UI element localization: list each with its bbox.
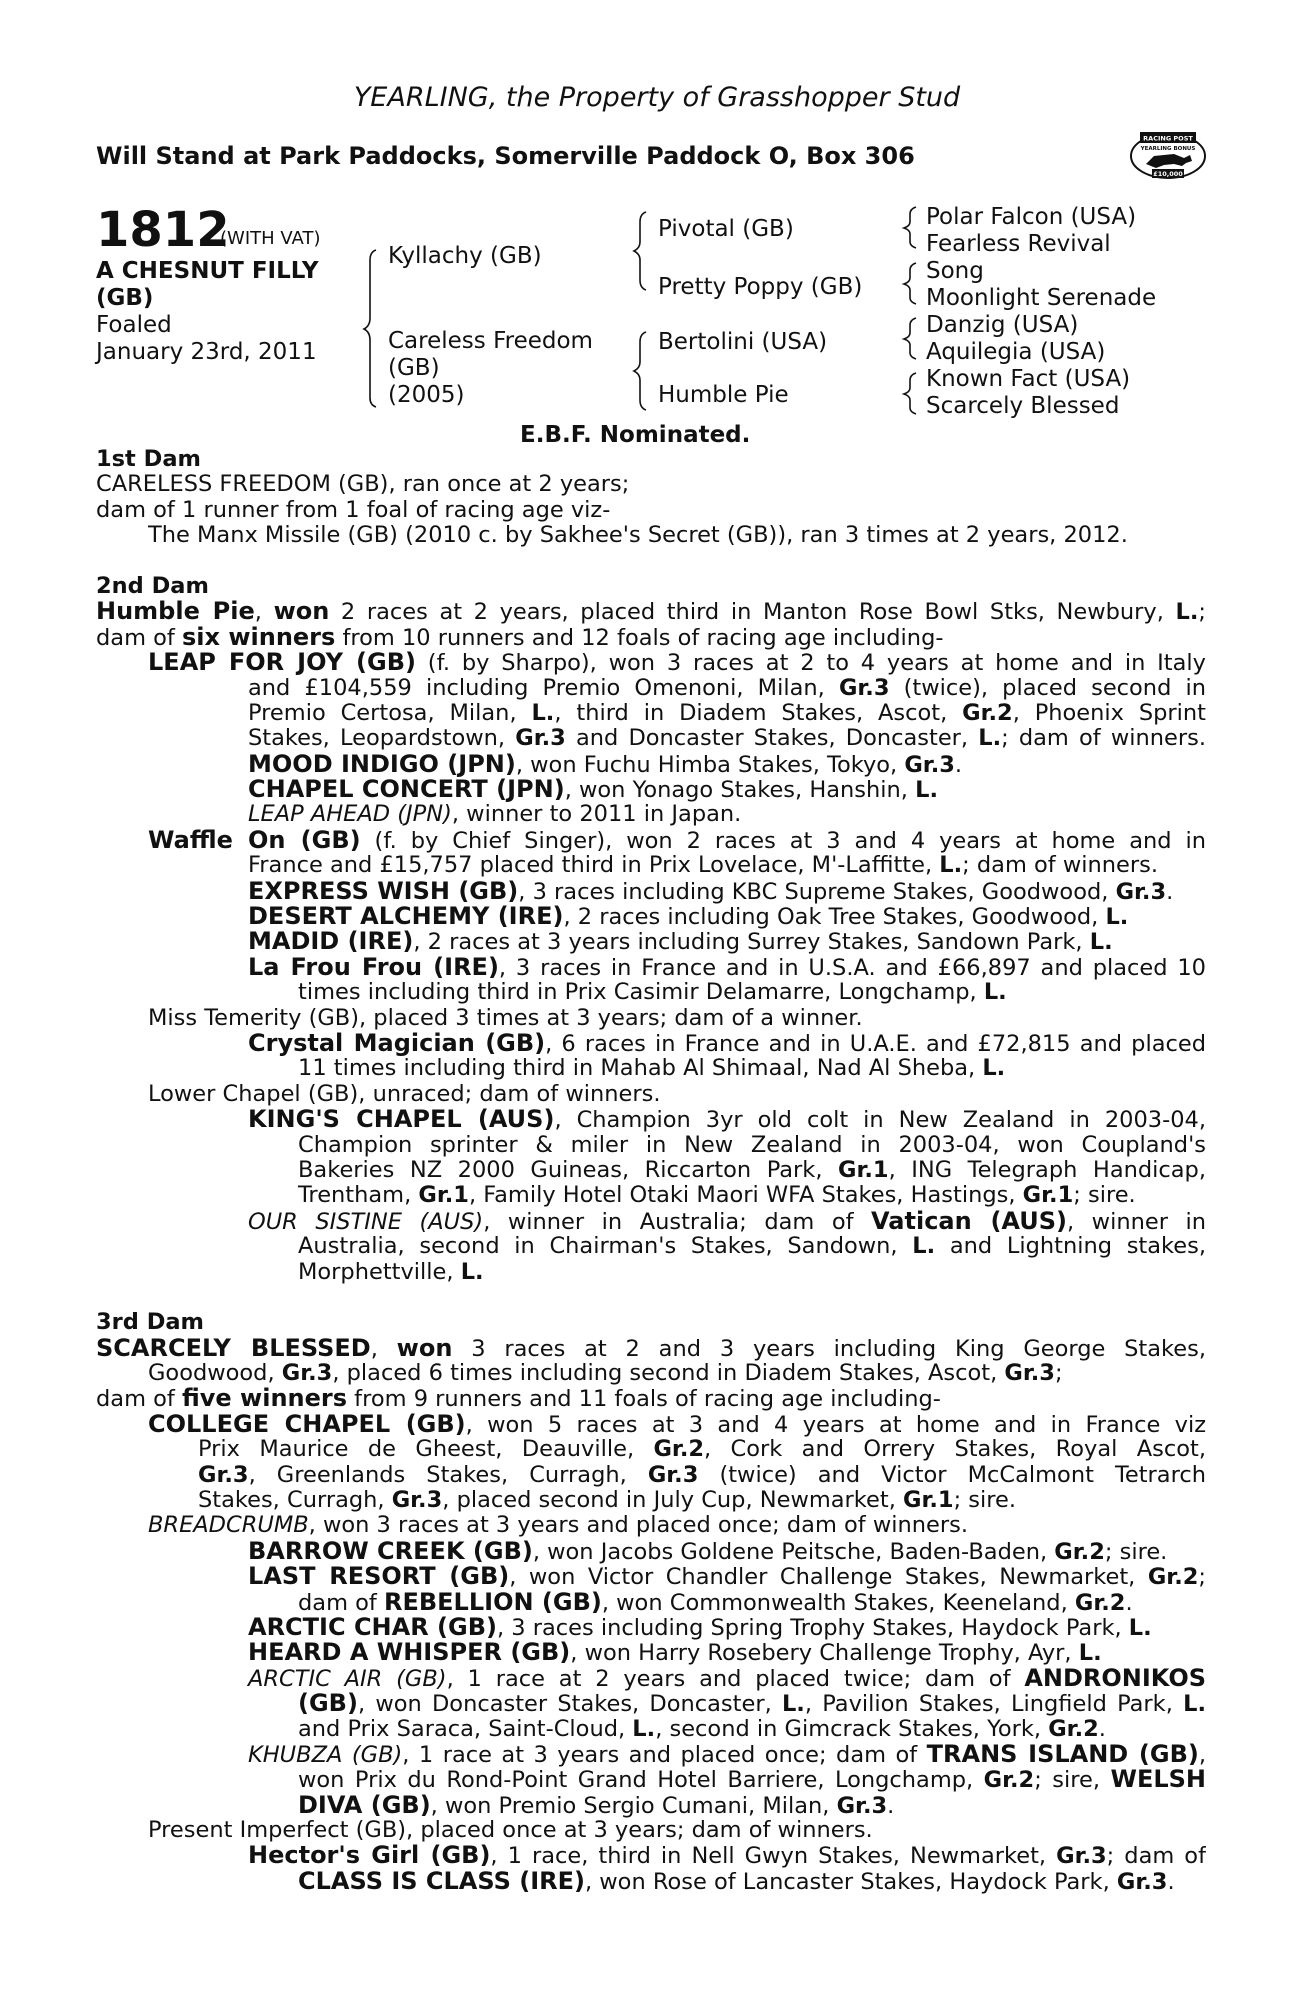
pedigree-line: Gr.3, Greenlands Stakes, Curragh, Gr.3 (twice) and Victor McCalmont Tetrarch: [198, 1462, 1206, 1488]
pedigree-line: times including third in Prix Casimir Delamarre, Longchamp, L.: [298, 979, 1007, 1006]
ebf-nominated: E.B.F. Nominated.: [520, 422, 751, 448]
first-dam-line: The Manx Missile (GB) (2010 c. by Sakhee's Secret (GB)), ran 3 times at 2 years, 2012.: [148, 522, 1128, 549]
pedigree-sire-sire: Pivotal (GB): [658, 216, 794, 242]
pedigree-line: Australia, second in Chairman's Stakes, Sandown, L. and Lightning stakes,: [298, 1234, 1206, 1260]
first-dam-line: dam of 1 runner from 1 foal of racing age viz-: [96, 496, 611, 523]
first-dam-heading: 1st Dam: [96, 446, 201, 472]
pedigree-line: Lower Chapel (GB), unraced; dam of winners.: [148, 1080, 661, 1107]
pedigree-line: Goodwood, Gr.3, placed 6 times including second in Diadem Stakes, Ascot, Gr.3;: [148, 1360, 1063, 1387]
pedigree-line: CLASS IS CLASS (IRE), won Rose of Lancaster Stakes, Haydock Park, Gr.3.: [298, 1866, 1175, 1895]
pedigree-line: dam of six winners from 10 runners and 12 foals of racing age including-: [96, 622, 944, 651]
pedigree-line: EXPRESS WISH (GB), 3 races including KBC Supreme Stakes, Goodwood, Gr.3.: [248, 876, 1174, 905]
pedigree-line: Bakeries NZ 2000 Guineas, Riccarton Park, Gr.1, ING Telegraph Handicap,: [298, 1157, 1206, 1183]
pedigree-line: ARCTIC AIR (GB), 1 race at 2 years and placed twice; dam of ANDRONIKOS: [248, 1665, 1206, 1692]
pedigree-line: BARROW CREEK (GB), won Jacobs Goldene Peitsche, Baden-Baden, Gr.2; sire.: [248, 1536, 1168, 1565]
pedigree-line: dam of REBELLION (GB), won Commonwealth Stakes, Keeneland, Gr.2.: [298, 1587, 1133, 1616]
pedigree-line: Prix Maurice de Gheest, Deauville, Gr.2, Cork and Orrery Stakes, Royal Ascot,: [198, 1437, 1206, 1463]
logo-text-top: RACING POST: [1143, 134, 1193, 143]
pedigree-dam: Careless Freedom (GB) (2005): [388, 328, 593, 408]
pedigree-line: Miss Temerity (GB), placed 3 times at 3 years; dam of a winner.: [148, 1004, 863, 1031]
pedigree-line: CHAPEL CONCERT (JPN), won Yonago Stakes, Hanshin, L.: [248, 775, 938, 804]
pedigree-line: La Frou Frou (IRE), 3 races in France and in U.S.A. and £66,897 and placed 10: [248, 954, 1206, 981]
logo-text-middle: YEARLING BONUS: [1140, 146, 1196, 152]
pedigree-line: Present Imperfect (GB), placed once at 3 years; dam of winners.: [148, 1817, 873, 1844]
third-dam-heading: 3rd Dam: [96, 1309, 204, 1336]
foaled-label: Foaled: [96, 312, 172, 338]
pedigree-sire: Kyllachy (GB): [388, 243, 542, 269]
pedigree-line: MADID (IRE), 2 races at 3 years including Surrey Stakes, Sandown Park, L.: [248, 927, 1113, 956]
pedigree-line: 11 times including third in Mahab Al Shimaal, Nad Al Sheba, L.: [298, 1055, 1006, 1082]
pedigree-line: Crystal Magician (GB), 6 races in France and in U.A.E. and £72,815 and placed: [248, 1030, 1206, 1057]
lot-sex-colour: A CHESNUT FILLY: [96, 258, 319, 284]
vat-note: (WITH VAT): [220, 228, 321, 249]
second-dam-heading: 2nd Dam: [96, 572, 209, 599]
pedigree-line: SCARCELY BLESSED, won 3 races at 2 and 3 years including King George Stakes,: [96, 1335, 1206, 1362]
pedigree-line: France and £15,757 placed third in Prix Lovelace, M'-Laffitte, L.; dam of winners.: [248, 852, 1158, 879]
pedigree-line: Hector's Girl (GB), 1 race, third in Nell Gwyn Stakes, Newmarket, Gr.3; dam of: [248, 1843, 1206, 1869]
logo-text-bottom: £10,000: [1153, 170, 1183, 178]
pedigree-line: KHUBZA (GB), 1 race at 3 years and placed once; dam of TRANS ISLAND (GB),: [248, 1741, 1206, 1768]
pedigree-line: dam of five winners from 9 runners and 11 foals of racing age including-: [96, 1384, 941, 1413]
catalogue-body: [96, 447, 1206, 1894]
pedigree-dam-dam: Humble Pie: [658, 382, 789, 408]
pedigree-line: BREADCRUMB, won 3 races at 3 years and placed once; dam of winners.: [148, 1512, 968, 1539]
pedigree-line: (GB), won Doncaster Stakes, Doncaster, L., Pavilion Stakes, Lingfield Park, L.: [298, 1691, 1206, 1717]
pedigree-line: Champion sprinter & miler in New Zealand in 2003-04, won Coupland's: [298, 1132, 1206, 1158]
pedigree-line: KING'S CHAPEL (AUS), Champion 3yr old colt in New Zealand in 2003-04,: [248, 1107, 1206, 1133]
pedigree-sire-dam: Pretty Poppy (GB): [658, 274, 863, 300]
pedigree-line: HEARD A WHISPER (GB), won Harry Rosebery Challenge Trophy, Ayr, L.: [248, 1638, 1102, 1667]
pedigree-line: Premio Certosa, Milan, L., third in Diadem Stakes, Ascot, Gr.2, Phoenix Sprint: [248, 700, 1206, 726]
pedigree-line: Stakes, Leopardstown, Gr.3 and Doncaster Stakes, Doncaster, L.; dam of winners.: [248, 726, 1206, 752]
pedigree-dam-sire: Bertolini (USA): [658, 329, 828, 355]
lot-country: (GB): [96, 285, 154, 311]
pedigree-line: Humble Pie, won 2 races at 2 years, placed third in Manton Rose Bowl Stks, Newbury, L.;: [96, 599, 1206, 625]
pedigree-line: won Prix du Rond-Point Grand Hotel Barriere, Longchamp, Gr.2; sire, WELSH: [298, 1767, 1206, 1793]
pedigree-line: Trentham, Gr.1, Family Hotel Otaki Maori WFA Stakes, Hastings, Gr.1; sire.: [298, 1182, 1136, 1209]
pedigree-line: MOOD INDIGO (JPN), won Fuchu Himba Stakes, Tokyo, Gr.3.: [248, 749, 963, 778]
pedigree-line: OUR SISTINE (AUS), winner in Australia; dam of Vatican (AUS), winner in: [248, 1208, 1206, 1235]
lot-number: 1812: [96, 202, 230, 258]
pedigree-gen3: Polar Falcon (USA) Fearless Revival Song Moonlight Serenade Danzig (USA) Aquilegia (USA) Known Fact (USA) Scarcely Blessed: [926, 204, 1157, 419]
pedigree-line: and £104,559 including Premio Omenoni, Milan, Gr.3 (twice), placed second in: [248, 675, 1206, 701]
pedigree-line: ARCTIC CHAR (GB), 3 races including Spring Trophy Stakes, Haydock Park, L.: [248, 1612, 1152, 1641]
pedigree-line: LEAP FOR JOY (GB) (f. by Sharpo), won 3 races at 2 to 4 years at home and in Italy: [148, 650, 1206, 676]
pedigree-line: DIVA (GB), won Premio Sergio Cumani, Milan, Gr.3.: [298, 1790, 895, 1819]
page-heading: YEARLING, the Property of Grasshopper Stud: [353, 82, 961, 113]
pedigree-line: COLLEGE CHAPEL (GB), won 5 races at 3 and 4 years at home and in France viz: [148, 1411, 1206, 1438]
pedigree-line: Waffle On (GB) (f. by Chief Singer), won 2 races at 3 and 4 years at home and in: [148, 827, 1206, 854]
pedigree-line: LEAP AHEAD (JPN), winner to 2011 in Japan.: [248, 801, 742, 828]
pedigree-line: DESERT ALCHEMY (IRE), 2 races including Oak Tree Stakes, Goodwood, L.: [248, 902, 1129, 931]
stand-location: Will Stand at Park Paddocks, Somerville Paddock O, Box 306: [96, 142, 915, 170]
first-dam-line: CARELESS FREEDOM (GB), ran once at 2 years;: [96, 471, 630, 498]
pedigree-line: Morphettville, L.: [298, 1258, 484, 1285]
pedigree-line: and Prix Saraca, Saint-Cloud, L., second in Gimcrack Stakes, York, Gr.2.: [298, 1715, 1106, 1742]
pedigree-line: Stakes, Curragh, Gr.3, placed second in July Cup, Newmarket, Gr.1; sire.: [198, 1487, 1017, 1514]
foaled-date: January 23rd, 2011: [96, 339, 317, 365]
pedigree-line: LAST RESORT (GB), won Victor Chandler Challenge Stakes, Newmarket, Gr.2;: [248, 1564, 1206, 1590]
